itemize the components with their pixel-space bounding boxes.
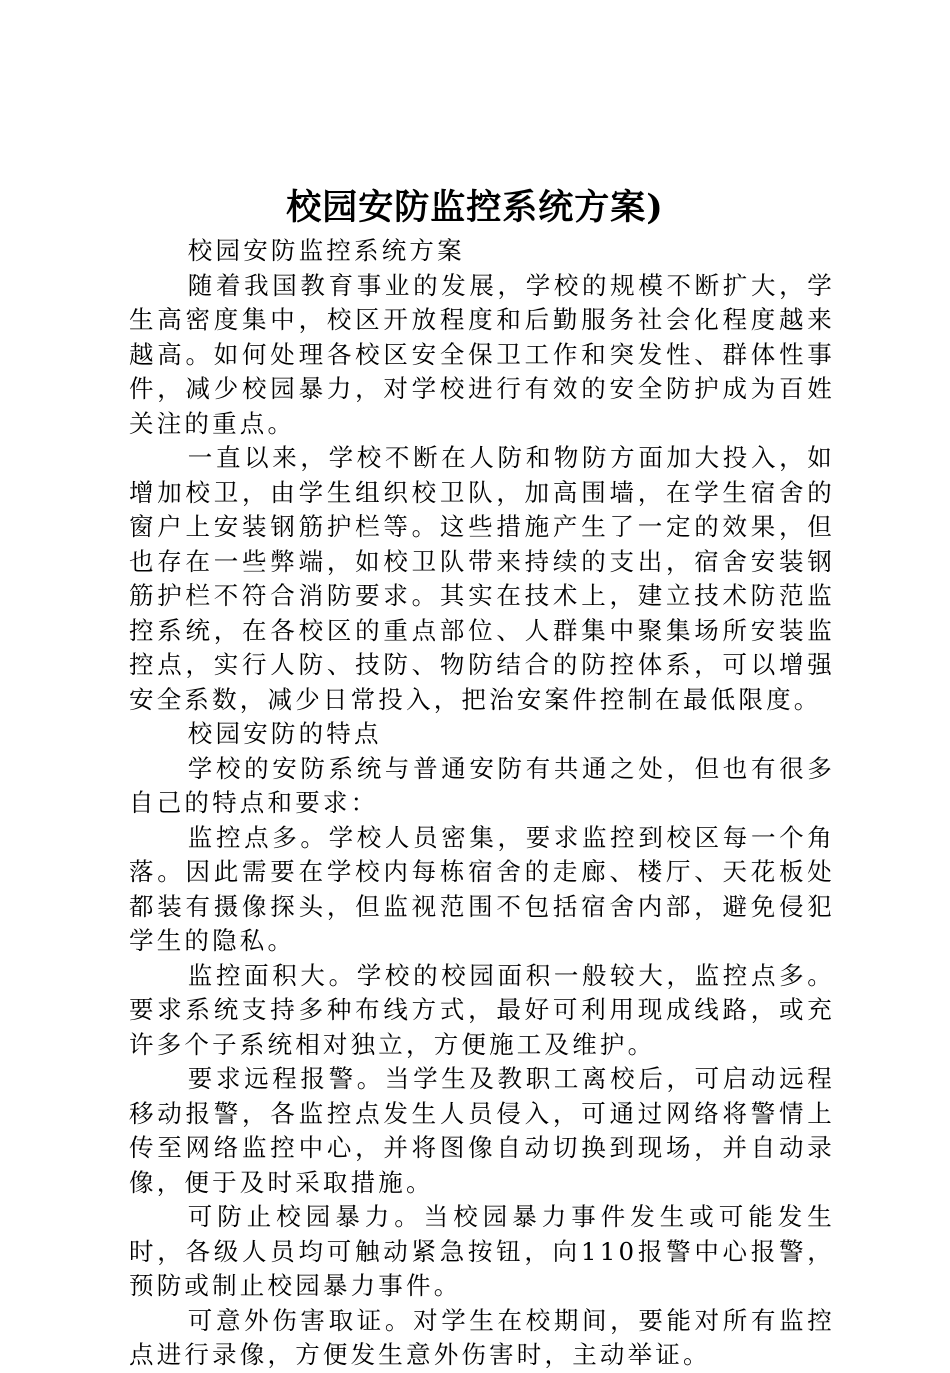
document-body [129,234,835,1373]
section-heading: 校园安防的特点 [187,719,382,748]
paragraph-subtitle: 校园安防监控系统方案 [187,236,465,265]
paragraph: 可防止校园暴力。当校园暴力事件发生或可能发生时，各级人员均可触动紧急按钮，向110报警中心报警，预防或制止校园暴力事件。 [129,1202,835,1300]
paragraph: 一直以来，学校不断在人防和物防方面加大投入，如增加校卫，由学生组织校卫队，加高围墙，在学生宿舍的窗户上安装钢筋护栏等。这些措施产生了一定的效果，但也存在一些弊端，如校卫队带来持续的支出，宿舍安装钢筋护栏不符合消防要求。其实在技术上，建立技术防范监控系统，在各校区的重点部位、人群集中聚集场所安装监控点，实行人防、技防、物防结合的防控体系，可以增强安全系数，减少日常投入，把治安案件控制在最低限度。 [129,443,835,714]
document-title: 校园安防监控系统方案) [286,187,664,228]
paragraph: 监控面积大。学校的校园面积一般较大，监控点多。要求系统支持多种布线方式，最好可利用现成线路，或充许多个子系统相对独立，方便施工及维护。 [129,960,835,1059]
paragraph: 监控点多。学校人员密集，要求监控到校区每一个角落。因此需要在学校内每栋宿舍的走廊、楼厅、天花板处都装有摄像探头，但监视范围不包括宿舍内部，避免侵犯学生的隐私。 [129,822,835,955]
paragraph: 随着我国教育事业的发展，学校的规模不断扩大，学生高密度集中，校区开放程度和后勤服务社会化程度越来越高。如何处理各校区安全保卫工作和突发性、群体性事件，减少校园暴力，对学校进行有效的安全防护成为百姓关注的重点。 [129,270,835,438]
paragraph: 要求远程报警。当学生及教职工离校后，可启动远程移动报警，各监控点发生人员侵入，可通过网络将警情上传至网络监控中心，并将图像自动切换到现场，并自动录像，便于及时采取措施。 [129,1064,835,1197]
paragraph: 学校的安防系统与普通安防有共通之处，但也有很多自己的特点和要求： [129,753,835,817]
paragraph: 可意外伤害取证。对学生在校期间，要能对所有监控点进行录像，方便发生意外伤害时，主动举证。 [129,1305,835,1369]
